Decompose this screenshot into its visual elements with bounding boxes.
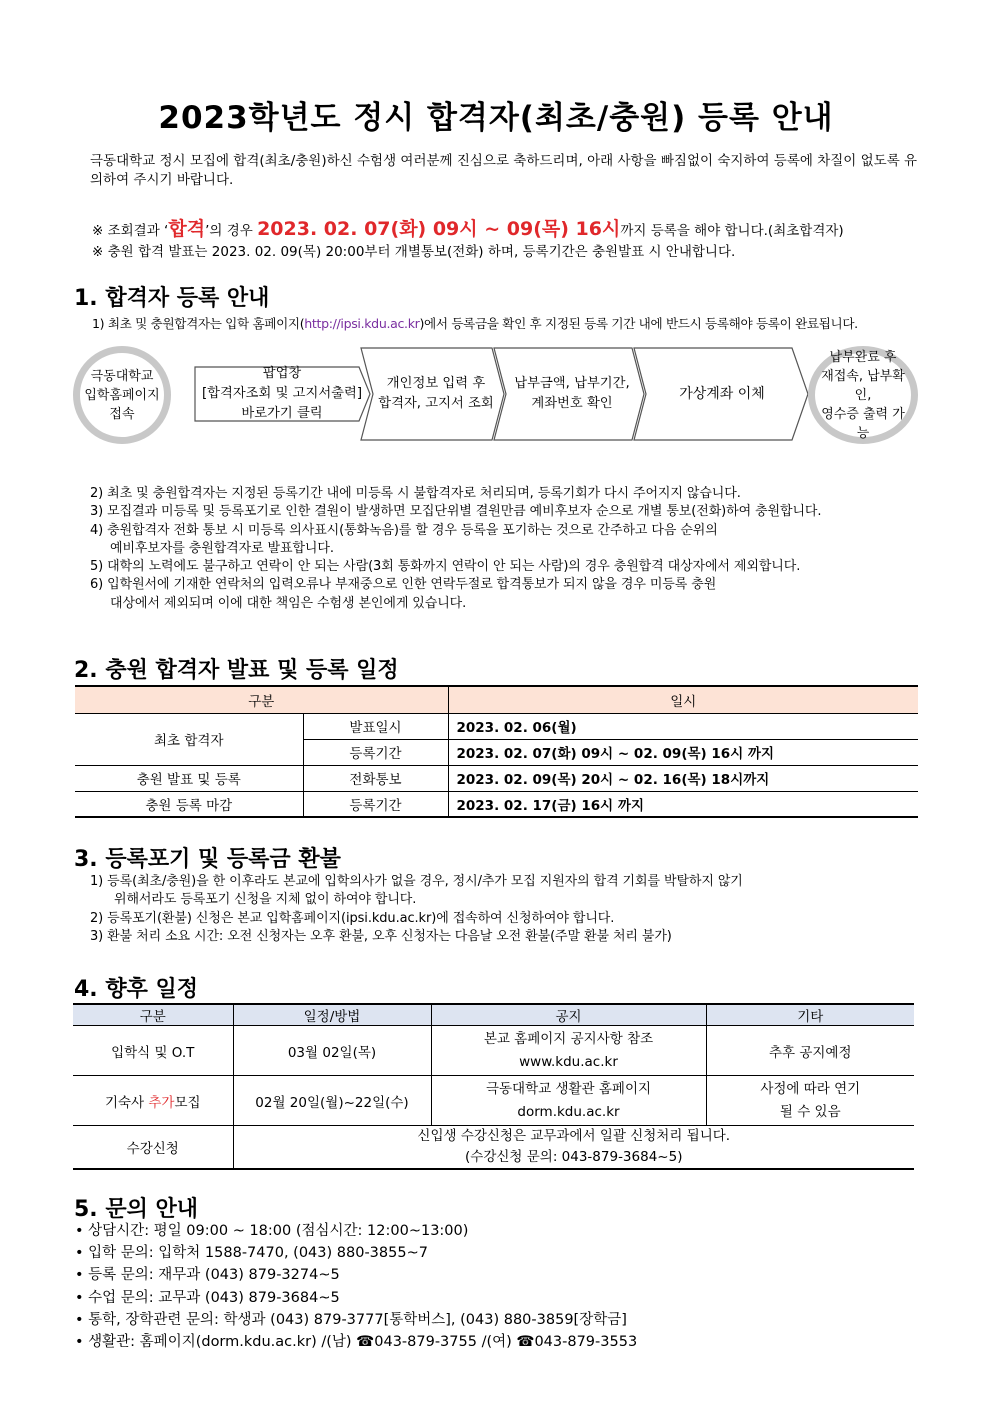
section1-items: 2) 최초 및 충원합격자는 지정된 등록기간 내에 미등록 시 불합격자로 처리되며, 등록기회가 다시 주어지지 않습니다. 3) 모집결과 미등록 및 등록포기로 인한 결원이 발생하면 모집단위별 결원만큼 예비후보자 순으로 개별 통보(전화)하여 충원합니다. 4) 충원합격자 전화 통보 시 미등록 의사표시(통화녹음)를 할 경우 등록을 포기하는 것으로 간주하고 다음 순위의 예비후보자를 충원합격자로 발표합니다. 5) 대학의 노력에도 불구하고 연락이 안 되는 사람(3회 통화까지 연락이 안 되는 사람)의 경우 충원합격 대상자에서 제외합니다. 6) 입학원서에 기재한 연락처의 입력오류나 부재중으로 인한 연락두절로 합격통보가 되지 않을 경우 미등록 충원 대상에서 제외되며 이에 대한 책임은 수험생 본인에게 있습니다. bbox=[90, 486, 822, 611]
table-row: 입학식 및 O.T 03월 02일(목) 본교 홈페이지 공지사항 참조 www.kdu.ac.kr 추후 공지예정 bbox=[73, 1026, 914, 1076]
table-row: 기숙사 추가모집 02월 20일(월)~22일(수) 극동대학교 생활관 홈페이지 dorm.kdu.ac.kr 사정에 따라 연기 될 수 있음 bbox=[73, 1076, 914, 1126]
section3-heading: 3. 등록포기 및 등록금 환불 bbox=[74, 847, 341, 872]
list-item: • 등록 문의: 재무과 (043) 879-3274~5 bbox=[75, 1267, 340, 1284]
table-cell: 등록기간 bbox=[303, 791, 448, 817]
table-row: 수강신청 신입생 수강신청은 교무과에서 일괄 신청처리 됩니다. (수강신청 문의: 043-879-3684~5) bbox=[73, 1126, 914, 1170]
flow-step-1: 팝업창 [합격자조회 및 고지서출력] 바로가기 클릭 bbox=[201, 366, 363, 421]
flow-end-circle: 납부완료 후 재접속, 납부확인, 영수증 출력 가능 bbox=[808, 346, 918, 444]
notice-date: 2023. 02. 07(화) 09시 ~ 09(목) 16시 bbox=[257, 218, 621, 240]
section1-item2: 2) 최초 및 충원합격자는 지정된 등록기간 내에 미등록 시 불합격자로 처리되며, 등록기회가 다시 주어지지 않습니다. bbox=[90, 486, 741, 501]
table-header: 구분 bbox=[75, 686, 448, 713]
table-header: 기타 bbox=[706, 1004, 914, 1026]
flow-step-2: 개인정보 입력 후 합격자, 고지서 조회 bbox=[378, 376, 494, 411]
section2-heading: 2. 충원 합격자 발표 및 등록 일정 bbox=[74, 658, 399, 683]
flow-start-circle: 극동대학교 입학홈페이지 접속 bbox=[73, 346, 171, 444]
section1-heading: 1. 합격자 등록 안내 bbox=[74, 286, 270, 311]
table-header: 공지 bbox=[431, 1004, 706, 1026]
intro-text: 극동대학교 정시 모집에 합격(최초/충원)하신 수험생 여러분께 진심으로 축하드리며, 아래 사항을 빠짐없이 숙지하여 등록에 차질이 없도록 유의하여 주시기 바랍니다. bbox=[90, 153, 918, 188]
section1-item3: 3) 모집결과 미등록 및 등록포기로 인한 결원이 발생하면 모집단위별 결원만큼 예비후보자 순으로 개별 통보(전화)하여 충원합니다. bbox=[90, 504, 822, 520]
section1-item1: 1) 최초 및 충원합격자는 입학 홈페이지(http://ipsi.kdu.ac.kr)에서 등록금을 확인 후 지정된 등록 기간 내에 반드시 등록해야 등록이 완료됩니다. bbox=[92, 316, 858, 331]
table-cell: 최초 합격자 bbox=[75, 713, 303, 765]
list-item: • 생활관: 홈페이지(dorm.kdu.ac.kr) /(남) ☎043-879-3755 /(여) ☎043-879-3553 bbox=[75, 1334, 638, 1351]
table-cell: 전화통보 bbox=[303, 765, 448, 791]
table-cell: 2023. 02. 07(화) 09시 ~ 02. 09(목) 16시 까지 bbox=[448, 739, 918, 765]
section3-items: 1) 등록(최초/충원)을 한 이후라도 본교에 입학의사가 없을 경우, 정시/추가 모집 지원자의 합격 기회를 박탈하지 않기 위해서라도 등록포기 신청을 지체 없이 하여야 합니다. 2) 등록포기(환불) 신청은 본교 입학홈페이지(ipsi.kdu.ac.kr)에 접속하여 신청하여야 합니다. 3) 환불 처리 소요 시간: 오전 신청자는 오후 환불, 오후 신청자는 다음날 오전 환불(주말 환불 처리 불가) bbox=[90, 874, 743, 944]
ipsi-url-link[interactable]: http://ipsi.kdu.ac.kr bbox=[304, 316, 420, 331]
section4-heading: 4. 향후 일정 bbox=[74, 977, 198, 1002]
table-header: 구분 bbox=[73, 1004, 233, 1026]
page-title: 2023학년도 정시 합격자(최초/충원) 등록 안내 bbox=[158, 100, 834, 136]
notice-additional: ※ 충원 합격 발표는 2023. 02. 09(목) 20:00부터 개별통보(전화) 하며, 등록기간은 충원발표 시 안내합니다. bbox=[92, 244, 736, 260]
homepage-url-link[interactable]: www.kdu.ac.kr bbox=[519, 1053, 618, 1070]
section1-item6: 6) 입학원서에 기재한 연락처의 입력오류나 부재중으로 인한 연락두절로 합격통보가 되지 않을 경우 미등록 충원 bbox=[90, 577, 717, 593]
table-cell: 2023. 02. 09(목) 20시 ~ 02. 16(목) 18시까지 bbox=[448, 765, 918, 791]
table-cell: 발표일시 bbox=[303, 713, 448, 739]
contact-list bbox=[75, 1220, 637, 1353]
section1-item5: 5) 대학의 노력에도 불구하고 연락이 안 되는 사람(3회 통화까지 연락이 안 되는 사람)의 경우 충원합격 대상자에서 제외합니다. bbox=[90, 559, 801, 575]
notice-first-pass: ※ 조회결과 ‘합격’의 경우 2023. 02. 07(화) 09시 ~ 09(목) 16시까지 등록을 해야 합니다.(최초합격자) bbox=[92, 218, 844, 240]
table-cell: 충원 발표 및 등록 bbox=[75, 765, 303, 791]
table-cell: 2023. 02. 06(월) bbox=[448, 713, 918, 739]
flow-step-3: 납부금액, 납부기간, 계좌번호 확인 bbox=[514, 376, 630, 411]
list-item: • 통학, 장학관련 문의: 학생과 (043) 879-3777[통학버스], (043) 880-3859[장학금] bbox=[75, 1311, 627, 1328]
list-item: • 수업 문의: 교무과 (043) 879-3684~5 bbox=[75, 1289, 340, 1306]
table-cell: 충원 등록 마감 bbox=[75, 791, 303, 817]
registration-schedule-table bbox=[75, 685, 918, 818]
flow-step-4: 가상계좌 이체 bbox=[679, 386, 765, 402]
table-cell: 2023. 02. 17(금) 16시 까지 bbox=[456, 797, 644, 814]
notice-highlight: 합격 bbox=[168, 218, 206, 240]
dorm-url-link[interactable]: dorm.kdu.ac.kr bbox=[517, 1103, 620, 1120]
section1-item4: 4) 충원합격자 전화 통보 시 미등록 의사표시(통화녹음)를 할 경우 등록을 포기하는 것으로 간주하고 다음 순위의 bbox=[90, 522, 718, 538]
flow-steps bbox=[194, 347, 814, 441]
section5-heading: 5. 문의 안내 bbox=[74, 1197, 198, 1222]
table-header: 일정/방법 bbox=[233, 1004, 431, 1026]
future-schedule-table bbox=[73, 1003, 914, 1170]
list-item: • 상담시간: 평일 09:00 ~ 18:00 (점심시간: 12:00~13:00) bbox=[75, 1223, 469, 1239]
table-cell: 등록기간 bbox=[303, 739, 448, 765]
list-item: • 입학 문의: 입학처 1588-7470, (043) 880-3855~7 bbox=[75, 1245, 428, 1262]
table-header: 일시 bbox=[448, 686, 918, 713]
